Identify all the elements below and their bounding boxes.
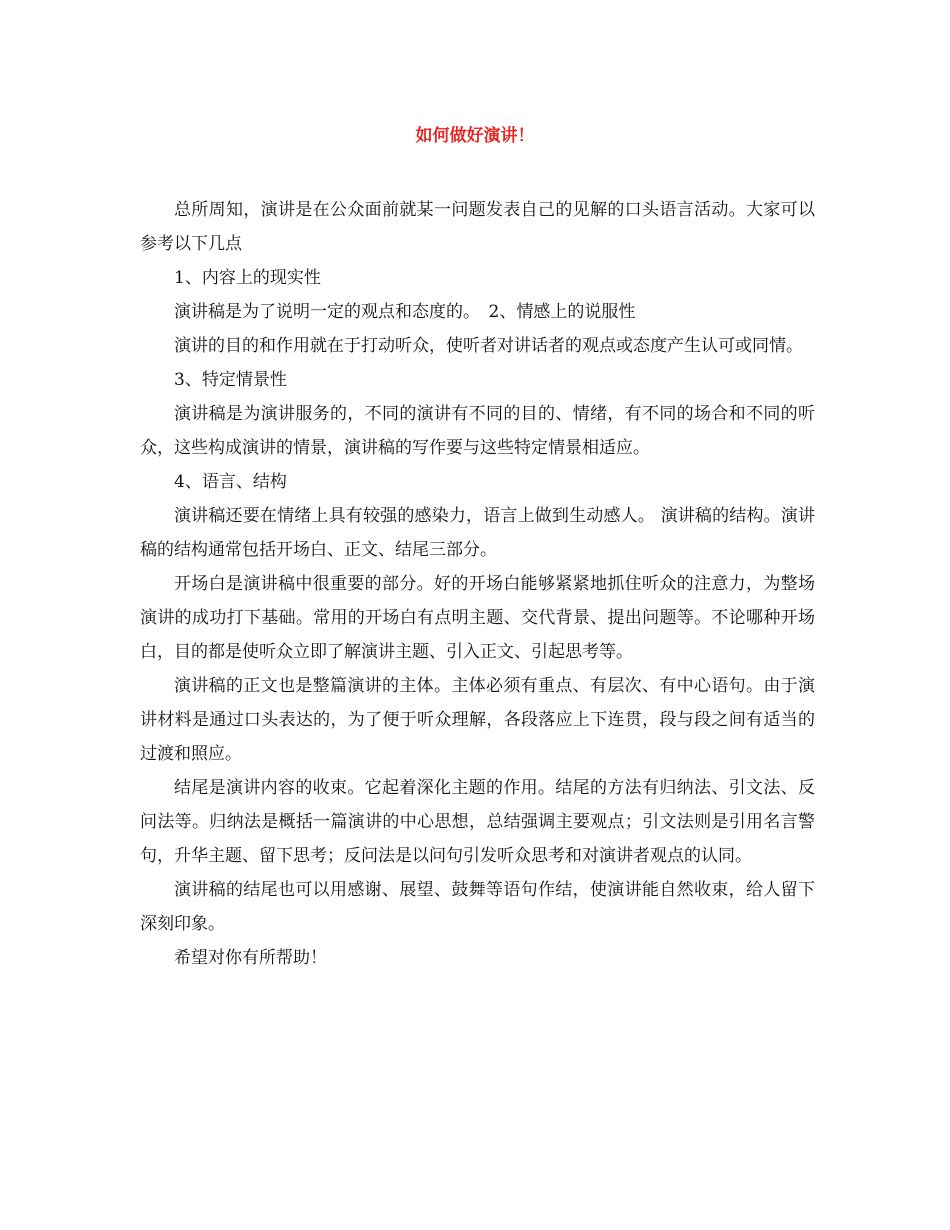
paragraph-point-1: 演讲稿是为了说明一定的观点和态度的。 2、情感上的说服性 <box>174 302 636 322</box>
paragraph-opening: 开场白是演讲稿中很重要的部分。好的开场白能够紧紧地抓住听众的注意力，为整场演讲的成功打下基础。常用的开场白有点明主题、交代背景、提出问题等。不论哪种开场白，目的都是使听众立即了解演讲主题、引入正文、引起思考等。 <box>140 574 815 662</box>
paragraph-closing: 希望对你有所帮助！ <box>174 948 327 968</box>
document-body <box>140 193 815 975</box>
paragraph-point-3: 演讲稿是为演讲服务的，不同的演讲有不同的目的、情绪，有不同的场合和不同的听众，这些构成演讲的情景，演讲稿的写作要与这些特定情景相适应。 <box>140 404 815 458</box>
paragraph-heading-4: 4、语言、结构 <box>174 472 287 492</box>
paragraph-heading-1: 1、内容上的现实性 <box>174 268 321 288</box>
paragraph-heading-3: 3、特定情景性 <box>174 370 287 390</box>
paragraph-intro: 总所周知，演讲是在公众面前就某一问题发表自己的见解的口头语言活动。大家可以参考以下几点 <box>140 200 815 254</box>
paragraph-main-body: 演讲稿的正文也是整篇演讲的主体。主体必须有重点、有层次、有中心语句。由于演讲材料是通过口头表达的，为了便于听众理解，各段落应上下连贯，段与段之间有适当的过渡和照应。 <box>140 676 815 764</box>
paragraph-ending: 结尾是演讲内容的收束。它起着深化主题的作用。结尾的方法有归纳法、引文法、反问法等。归纳法是概括一篇演讲的中心思想，总结强调主要观点；引文法则是引用名言警句，升华主题、留下思考；反问法是以问句引发听众思考和对演讲者观点的认同。 <box>140 778 815 866</box>
paragraph-point-4: 演讲稿还要在情绪上具有较强的感染力，语言上做到生动感人。 演讲稿的结构。演讲稿的结构通常包括开场白、正文、结尾三部分。 <box>140 506 815 560</box>
paragraph-ending-extra: 演讲稿的结尾也可以用感谢、展望、鼓舞等语句作结，使演讲能自然收束，给人留下深刻印象。 <box>140 880 815 934</box>
paragraph-point-2: 演讲的目的和作用就在于打动听众，使听者对讲话者的观点或态度产生认可或同情。 <box>174 336 803 356</box>
document-title: 如何做好演讲！ <box>415 126 535 146</box>
